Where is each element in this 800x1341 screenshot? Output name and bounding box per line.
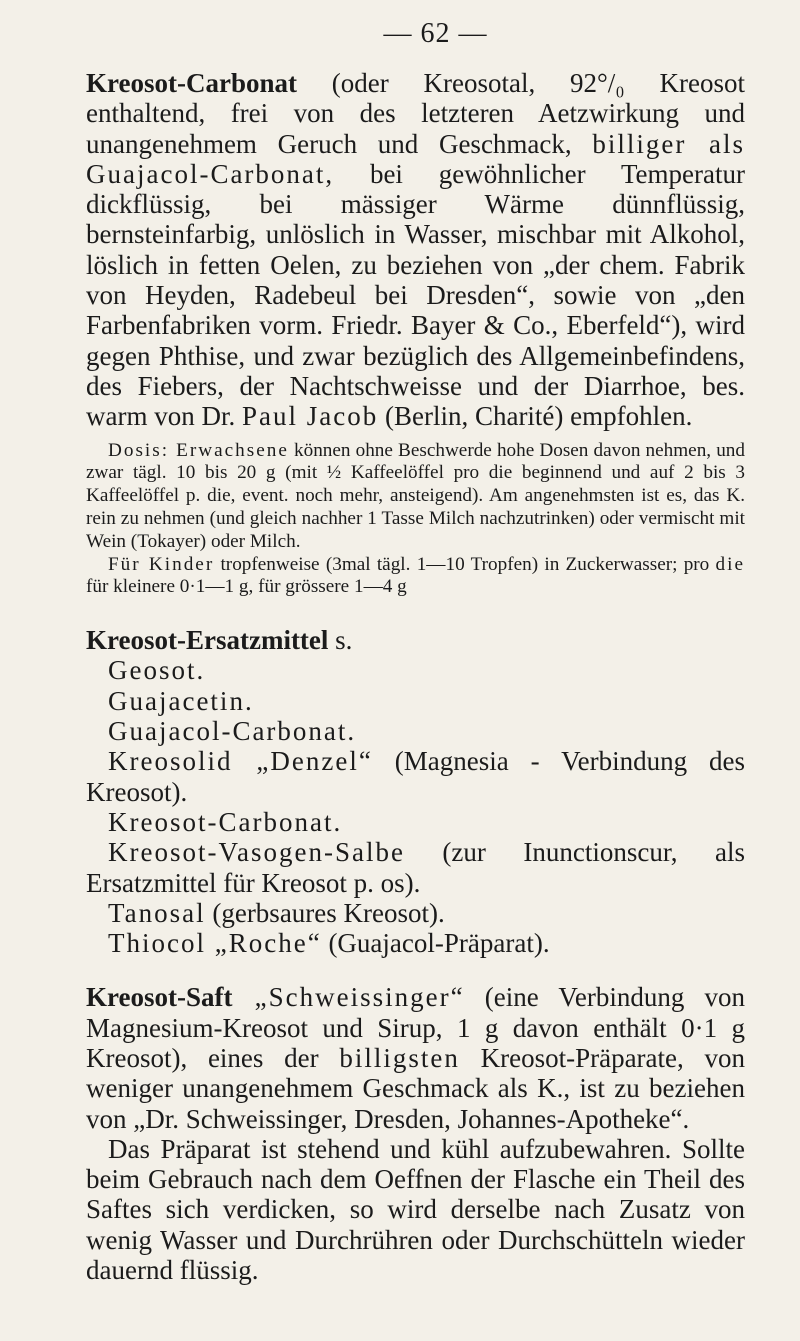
entry-kreosot-carbonat: Kreosot-Carbonat (oder Kreosotal, 92°/₀ Kreosot enthaltend, frei von des letzteren Aetzwirkung und unangenehmem Geruch und Geschmack, billiger als Guajacol-Carbonat, bei gewöhnlicher Temperatur dickflüssig, bei mässiger Wärme dünnflüssig, bernsteinfarbig, unlöslich in Wasser, mischbar mit Alkohol, löslich in fetten Oelen, zu beziehen von „der chem. Fabrik von Heyden, Radebeul bei Dresden“, sowie von „den Farbenfabriken vorm. Friedr. Bayer & Co., Eberfeld“), wird gegen Phthise, und zwar bezüglich des Allgemeinbefindens, des Fiebers, der Nachtschweisse und der Diarrhoe, bes. warm von Dr. Paul Jacob (Berlin, Charité) empfohlen. (86, 68, 745, 432)
page-number: — 62 — (383, 18, 488, 49)
list-item: Kreosot-Vasogen-Salbe (zur Inunctionscur, als Ersatzmittel für Kreosot p. os). (86, 837, 745, 898)
entry-heading: Kreosot-Carbonat (86, 68, 297, 98)
dosis-adults: Dosis: Erwachsene können ohne Beschwerde hohe Dosen davon nehmen, und zwar tägl. 10 bis 20 g (mit ½ Kaffeelöffel pro die beginnend und auf 2 bis 3 Kaffeelöffel p. die, event. noch mehr, ansteigend). Am angenehmsten ist es, das K. rein zu nehmen (und gleich nachher 1 Tasse Milch nachzutrinken) oder vermischt mit Wein (Tokayer) oder Milch. (86, 439, 745, 552)
list-item: Geosot. (108, 655, 206, 686)
list-item: Guajacetin. (108, 685, 254, 716)
list-item: Tanosal (gerbsaures Kreosot). (108, 897, 445, 928)
list-item: Kreosolid „Denzel“ (Magnesia - Verbindung des Kreosot). (86, 746, 746, 807)
list-item: Guajacol-Carbonat. (108, 716, 357, 747)
dosis-children: Für Kinder tropfenweise (3mal tägl. 1—10 Tropfen) in Zuckerwasser; pro die für kleinere 0·1—1 g, für grössere 1—4 g (86, 553, 745, 598)
entry-heading: Kreosot-Ersatzmittel (86, 625, 329, 656)
entry-kreosot-ersatzmittel: Kreosot-Ersatzmittel s. (86, 625, 353, 656)
list-item: Thiocol „Roche“ (Guajacol-Präparat). (108, 928, 550, 959)
entry-kreosot-saft: Kreosot-Saft „Schweissinger“ (eine Verbindung von Magnesium-Kreosot und Sirup, 1 g davon enthält 0·1 g Kreosot), eines der billigsten Kreosot-Präparate, von weniger unangenehmem Geschmack als K., ist zu beziehen von „Dr. Schweissinger, Dresden, Johannes-Apotheke“. (86, 982, 745, 1134)
list-item: Kreosot-Carbonat. (108, 806, 343, 837)
substitute-list (86, 655, 745, 958)
storage-note: Das Präparat ist stehend und kühl aufzubewahren. Sollte beim Gebrauch nach dem Oeffnen der Flasche ein Theil des Saftes sich verdicken, so wird derselbe nach Zusatz von wenig Wasser und Durchrühren oder Durchschütteln wieder dauernd flüssig. (86, 1133, 745, 1286)
entry-heading: Kreosot-Saft (86, 982, 233, 1013)
